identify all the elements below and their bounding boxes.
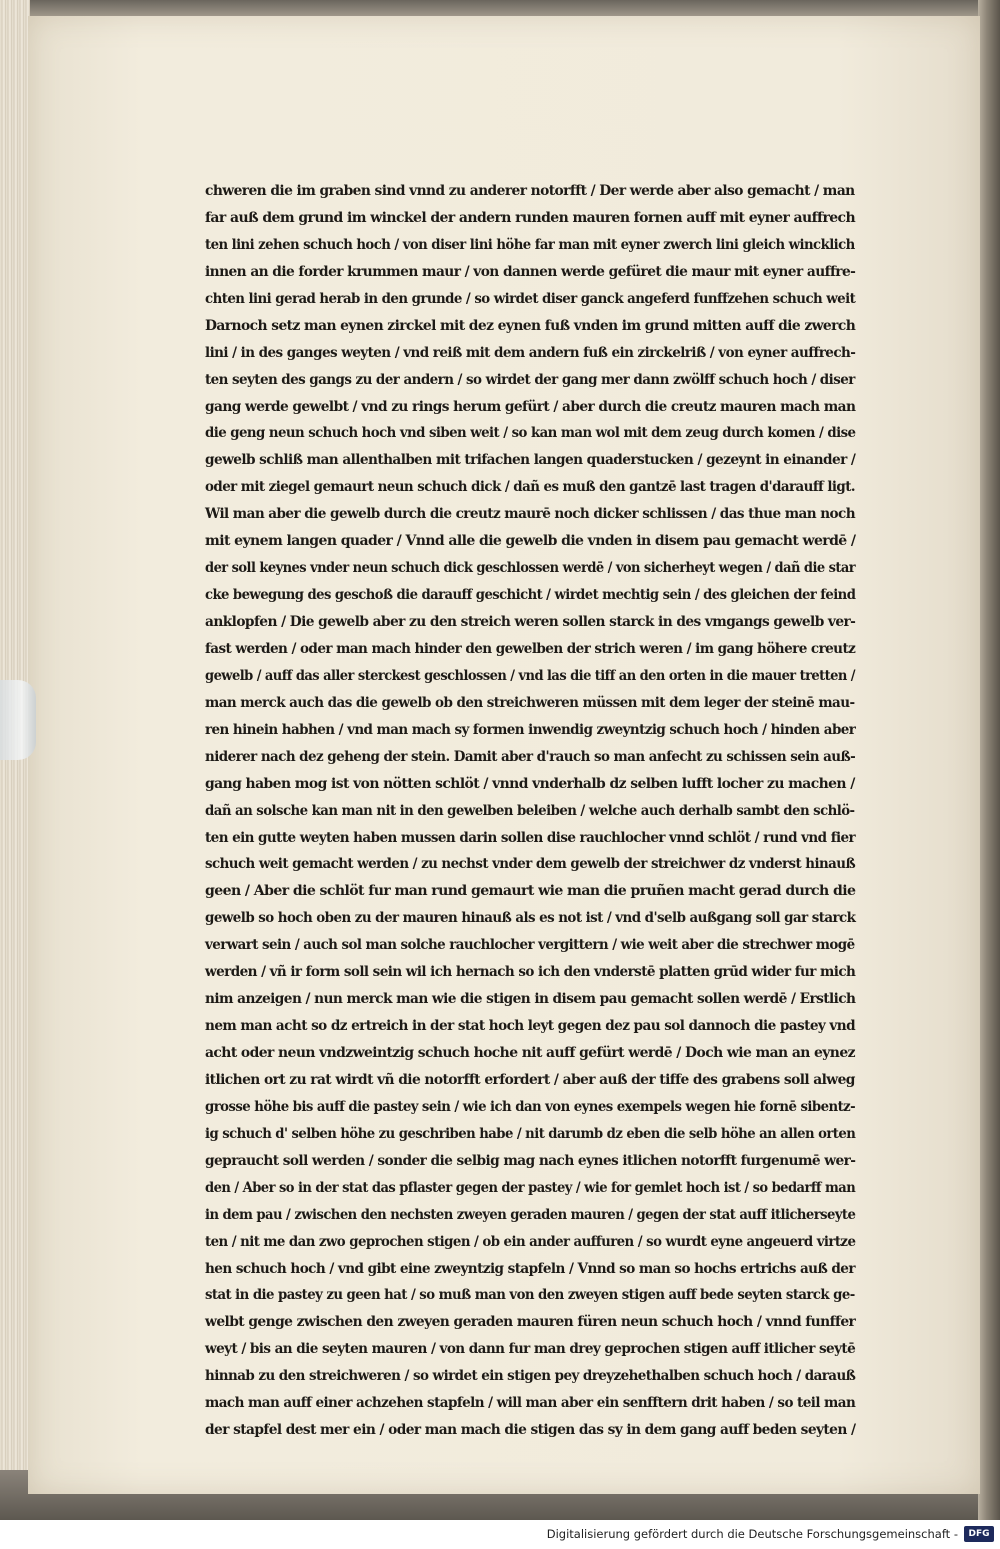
page-clip-tab [0,680,36,760]
text-line: die geng neun schuch hoch vnd siben weit / so kan man wol mit dem zeug durch komen / dise [205,424,856,442]
text-line: dañ an solsche kan man nit in den gewelben beleiben / welche auch derhalb sambt den schlö- [205,801,855,819]
text-line: gepraucht soll werden / sonder die selbig mag nach eynes itlichen notorfft furgenumē wer- [205,1151,856,1169]
book-binding [978,0,1000,1520]
text-line: mit eynem langen quader / Vnnd alle die gewelb die vnden in disem pau gemacht werdē / [205,532,856,550]
text-line: werden / vñ ir form soll sein wil ich hernach so ich den vnderstē platten grūd wider fur mich [205,963,856,981]
text-line: stat in die pastey zu geen hat / so muß man von den zweyen stigen auff bede seyten starck ge- [205,1286,855,1304]
text-line: ten seyten des gangs zu der andern / so wirdet der gang mer dann zwölff schuch hoch / diser [205,370,855,388]
text-line: oder mit ziegel gemaurt neun schuch dick / dañ es muß den gantzē last tragen d'darauff ligt. [205,478,855,496]
text-line: weyt / bis an die seyten mauren / von dann fur man drey geprochen stigen auff itlicher seytē [205,1340,856,1358]
text-line: verwart sein / auch sol man solche rauchlocher vergittern / wie weit aber die strechwer mogē [205,936,855,954]
text-line: Wil man aber die gewelb durch die creutz maurē noch dicker schlissen / das thue man noch [205,505,856,523]
text-line: gewelb so hoch oben zu der mauren hinauß als es not ist / vnd d'selb außgang soll gar starck [205,909,856,927]
footer-credit: Digitalisierung gefördert durch die Deutsche Forschungsgemeinschaft - [546,1527,958,1541]
text-line: nem man acht so dz ertreich in der stat hoch leyt gegen dez pau sol dannoch die pastey vnd [205,1017,856,1035]
text-line: der stapfel dest mer ein / oder man mach die stigen das sy in dem gang auff beden seyten / [205,1421,856,1439]
text-line: hen schuch hoch / vnd gibt eine zweyntzig stapfeln / Vnnd so man so hochs ertrichs auß der [205,1259,855,1277]
text-line: ten lini zehen schuch hoch / von diser lini höhe far man mit eyner zwerch lini gleich wincklich [205,235,855,253]
dfg-logo-icon: DFG [964,1526,994,1542]
text-line: innen an die forder krummen maur / von dannen werde gefüret die maur mit eyner auffre- [205,262,856,280]
text-line: den / Aber so in der stat das pflaster gegen der pastey / wie for gemlet hoch ist / so bedarff man [205,1178,856,1196]
text-line: gewelb schliß man allenthalben mit trifachen langen quaderstucken / gezeynt in einander / [205,451,856,469]
text-line: fast werden / oder man mach hinder den gewelben der strich weren / im gang höhere creutz [205,639,856,657]
text-line: itlichen ort zu rat wirdt vñ die notorfft erfordert / aber auß der tiffe des grabens soll alweg [205,1070,855,1088]
text-line: cke bewegung des geschoß die darauff geschicht / wirdet mechtig sein / des gleichen der feind [205,586,856,604]
page-text-block [205,178,865,1444]
text-line: gewelb / auff das aller sterckest geschlossen / vnd las die tiff an den orten in die mauer tretten / [205,666,855,684]
footer-bar [0,1520,1000,1549]
text-line: gang haben mog ist von nötten schlöt / vnnd vnderhalb dz selben lufft locher zu machen / [205,774,855,792]
text-line: hinnab zu den streichweren / so wirdet ein stigen pey dreyzehethalben schuch hoch / darauß [205,1367,856,1385]
text-line: lini / in des ganges weyten / vnd reiß mit dem andern fuß ein zirckelriß / von eyner auffrech- [205,343,856,361]
text-line: chweren die im graben sind vnnd zu anderer notorfft / Der werde aber also gemacht / man [205,182,855,199]
text-line: welbt genge zwischen den zweyen geraden mauren füren neun schuch hoch / vnnd funffer [205,1313,856,1331]
text-line: ren hinein habhen / vnd man mach sy formen inwendig zweyntzig schuch hoch / hinden aber [205,720,856,738]
text-line: chten lini gerad herab in den grunde / so wirdet diser ganck angeferd funffzehen schuch weit [205,289,856,307]
text-line: grosse höhe bis auff die pastey sein / wie ich dan von eynes exempels wegen hie fornē sibentz- [205,1097,856,1115]
text-line: anklopfen / Die gewelb aber zu den streich weren sollen starck in des vmgangs gewelb ver- [205,613,856,630]
text-line: schuch weit gemacht werden / zu nechst vnder dem gewelb der streichwer dz vnderst hinauß [205,855,856,873]
text-line: nim anzeigen / nun merck man wie die stigen in disem pau gemacht sollen werdē / Erstlich [205,990,856,1008]
page-stack-edges [0,0,30,1520]
text-line: in dem pau / zwischen den nechsten zweyen geraden mauren / gegen der stat auff itlicherseyte [205,1205,856,1223]
text-line: ten ein gutte weyten haben mussen darin sollen dise rauchlocher vnnd schlöt / rund vnd fier [205,828,856,846]
text-line: niderer nach dez geheng der stein. Damit aber d'rauch so man anfecht zu schissen sein auß- [205,747,856,765]
text-line: der soll keynes vnder neun schuch dick geschlossen werdē / von sicherheyt wegen / dañ die star [205,559,856,577]
text-line: gang werde gewelbt / vnd zu rings herum gefürt / aber durch die creutz mauren mach man [205,397,856,415]
text-line: ig schuch d' selben höhe zu geschriben habe / nit darumb dz eben die selb höhe an allen orten [205,1124,856,1142]
text-line: man merck auch das die gewelb ob den streichweren müssen mit dem leger der steinē mau- [205,693,855,711]
text-line: ten / nit me dan zwo geprochen stigen / ob ein ander auffuren / so wurdt eyne angeuerd virtze [205,1232,856,1250]
text-line: Darnoch setz man eynen zirckel mit dez eynen fuß vnden im grund mitten auff die zwerch [205,316,856,334]
text-line: acht oder neun vndzweintzig schuch hoche nit auff gefürt werdē / Doch wie man an eynez [205,1044,855,1061]
text-line: far auß dem grund im winckel der andern runden mauren fornen auff mit eyner auffrech [205,208,856,226]
text-line: mach man auff einer achzehen stapfeln / will man aber ein senfftern drit haben / so teil man [205,1394,856,1412]
text-line: geen / Aber die schlöt fur man rund gemaurt wie man die pruñen macht gerad durch die [205,882,856,900]
